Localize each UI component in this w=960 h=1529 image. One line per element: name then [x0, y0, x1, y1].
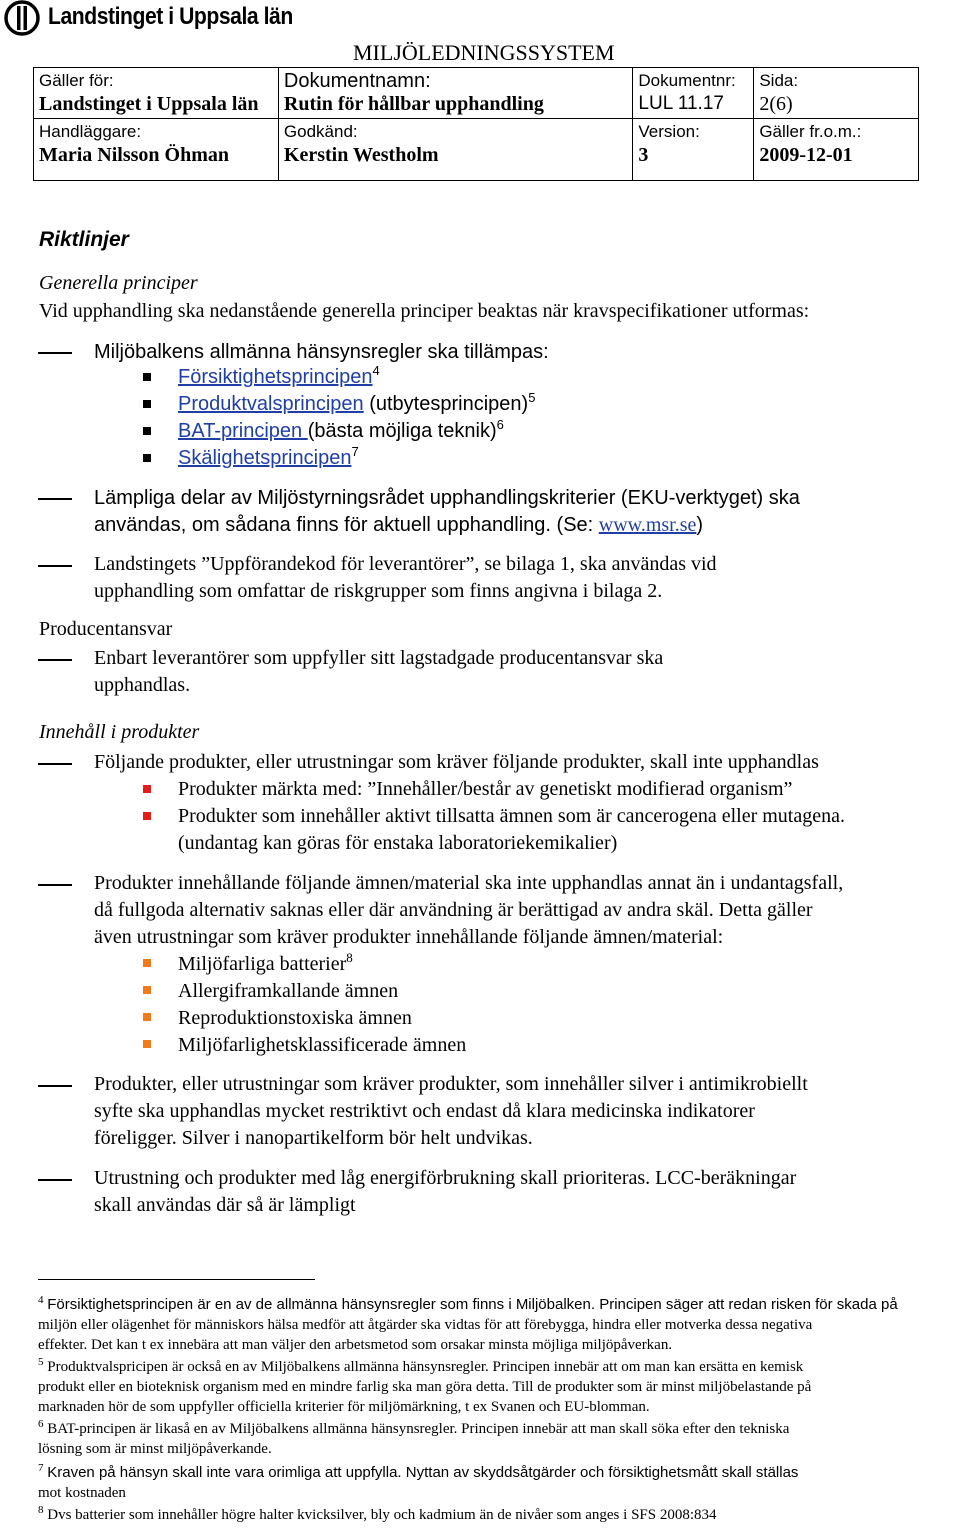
principle-link[interactable]: Skälighetsprincipen — [178, 447, 352, 469]
content-item1: Följande produkter, eller utrustningar som kräver följande produkter, skall inte upphandlas — [94, 751, 819, 773]
docnr-label: Dokumentnr: — [638, 71, 736, 90]
content-item1-bullet2: Produkter som innehåller aktivt tillsatta ämnen som är cancerogena eller mutagena. — [178, 805, 845, 827]
dash-bullet — [38, 352, 72, 354]
page-cell — [754, 68, 919, 119]
riktlinjer-heading: Riktlinjer — [39, 228, 129, 251]
msr-link[interactable]: www.msr.se — [598, 514, 697, 536]
item-eku-close: ) — [696, 514, 704, 536]
principle-item — [178, 445, 359, 471]
item-eku-line1: Lämpliga delar av Miljöstyrningsrådet upphandlingskriterier (EKU-verktyget) ska — [94, 487, 800, 509]
footnote-text: lösning som är minst miljöpåverkande. — [38, 1441, 272, 1457]
footnote-number: 5 — [38, 1356, 44, 1368]
content-item1-bullet2-cont: (undantag kan göras för enstaka laboratoriekemikalier) — [178, 832, 618, 854]
footnote-text: mot kostnaden — [38, 1485, 126, 1501]
document-header-table — [33, 67, 919, 181]
galler-for-label: Gäller för: — [39, 71, 114, 90]
substance-item: Allergiframkallande ämnen — [178, 980, 399, 1002]
principle-item — [178, 391, 535, 417]
dash-bullet — [38, 763, 72, 765]
content-item4-line2: skall användas där så är lämpligt — [94, 1194, 356, 1216]
square-bullet — [143, 454, 151, 462]
footnote-7 — [38, 1463, 798, 1503]
principle-item — [178, 364, 380, 390]
footnote-ref[interactable]: 4 — [372, 363, 380, 378]
principle-rest: (utbytesprincipen) — [363, 393, 529, 415]
principle-item — [178, 418, 504, 444]
principle-link[interactable]: Försiktighetsprincipen — [178, 366, 373, 388]
principle-link[interactable]: Produktvalsprincipen — [178, 393, 364, 415]
dash-bullet — [38, 1179, 72, 1181]
version-cell — [633, 119, 754, 181]
square-bullet — [143, 1040, 151, 1048]
content-item2-line1: Produkter innehållande följande ämnen/material ska inte upphandlas annat än i undantagsfall, — [94, 872, 844, 894]
square-bullet — [143, 400, 151, 408]
footnote-6 — [38, 1419, 789, 1459]
docname-label: Dokumentnamn: — [283, 70, 431, 92]
square-bullet — [143, 427, 151, 435]
footnote-text: Produktvalspricipen är också en av Miljöbalkens allmänna hänsynsregler. Principen innebär att om man kan ersätta en kemisk — [47, 1359, 804, 1375]
logo-text: Landstinget i Uppsala län — [48, 3, 293, 30]
handlaggare-value: Maria Nilsson Öhman — [39, 144, 230, 166]
content-item4-line1: Utrustning och produkter med låg energiförbrukning skall prioriteras. LCC-beräkningar — [94, 1167, 797, 1189]
item-hansynsregler: Miljöbalkens allmänna hänsynsregler ska tillämpas: — [94, 341, 549, 363]
footnote-4 — [38, 1295, 898, 1355]
square-bullet — [143, 785, 151, 793]
footnote-text: effekter. Det kan t ex innebära att man väljer den arbetsmetod som orsakar minsta möjliga miljöpåverkan. — [38, 1337, 673, 1353]
content-item3-line2: syfte ska upphandlas mycket restriktivt och endast då klara medicinska indikatorer — [94, 1100, 755, 1122]
square-bullet — [143, 812, 151, 820]
page-value: 2(6) — [759, 93, 793, 115]
content-item2-line2: då fullgoda alternativ saknas eller där användning är berättigad av andra skäl. Detta gäller — [94, 899, 813, 921]
docnr-cell — [633, 68, 754, 119]
footnote-ref[interactable]: 8 — [346, 950, 353, 965]
godkand-value: Kerstin Westholm — [283, 144, 439, 166]
galler-for-cell — [34, 68, 279, 119]
footnote-text: Kraven på hänsyn skall inte vara orimliga att uppfylla. Nyttan av skyddsåtgärder och försiktighetsmått skall ställas — [47, 1464, 799, 1481]
content-item2-line3: även utrustningar som kräver produkter innehållande följande ämnen/material: — [94, 926, 724, 948]
footnote-number: 7 — [38, 1462, 44, 1474]
footnote-text: marknaden hör de som uppfyller officiella kriterier för miljömärkning, t ex Svanen och EU-blomman. — [38, 1399, 650, 1415]
substance-item — [178, 951, 353, 977]
valid-from-cell — [754, 119, 919, 181]
producentansvar-line1: Enbart leverantörer som uppfyller sitt lagstadgade producentansvar ska — [94, 647, 664, 669]
docname-value: Rutin för hållbar upphandling — [283, 93, 544, 115]
generella-intro: Vid upphandling ska nedanstående generella principer beaktas när kravspecifikationer utformas: — [39, 300, 810, 322]
footnote-number: 8 — [38, 1504, 44, 1516]
footnote-ref[interactable]: 7 — [351, 444, 359, 459]
godkand-label: Godkänd: — [283, 122, 358, 141]
substance-text: Miljöfarliga batterier — [178, 953, 347, 975]
dash-bullet — [38, 1085, 72, 1087]
substance-item: Reproduktionstoxiska ämnen — [178, 1007, 412, 1029]
content-item3-line3: föreligger. Silver i nanopartikelform bör helt undvikas. — [94, 1127, 533, 1149]
footnote-text: Försiktighetsprincipen är en av de allmänna hänsynsregler som finns i Miljöbalken. Principen säger att redan risken för skada på — [47, 1296, 898, 1313]
docname-cell — [278, 68, 633, 119]
content-item1-bullet1: Produkter märkta med: ”Innehåller/består av genetiskt modifierad organism” — [178, 778, 793, 800]
county-emblem-icon — [4, 0, 40, 36]
godkand-cell — [278, 119, 633, 181]
footnote-ref[interactable]: 6 — [496, 417, 504, 432]
footnote-separator — [38, 1279, 315, 1280]
footnote-5 — [38, 1357, 811, 1417]
version-value: 3 — [638, 144, 649, 166]
footnote-text: produkt eller en bioteknisk organism med en mindre farlig ska man göra detta. Till de produkter som är minst miljöbelastande på — [38, 1379, 812, 1395]
handlaggare-cell — [34, 119, 279, 181]
square-bullet — [143, 1013, 151, 1021]
item-eku-line2 — [94, 512, 703, 538]
page-label: Sida: — [759, 71, 799, 90]
footnote-text: Dvs batterier som innehåller högre halter kvicksilver, bly och kadmium än de nivåer som anges i SFS 2008:834 — [47, 1507, 717, 1523]
content-item3-line1: Produkter, eller utrustningar som kräver produkter, som innehåller silver i antimikrobiellt — [94, 1073, 808, 1095]
logo — [2, 0, 302, 40]
docnr-value: LUL 11.17 — [638, 93, 724, 114]
footnote-number: 4 — [38, 1294, 44, 1306]
square-bullet — [143, 373, 151, 381]
galler-for-value: Landstinget i Uppsala län — [39, 93, 259, 115]
producentansvar-line2: upphandlas. — [94, 674, 191, 696]
dash-bullet — [38, 884, 72, 886]
producentansvar-subheading: Producentansvar — [39, 618, 173, 640]
footnote-8 — [38, 1505, 717, 1525]
footnote-text: miljön eller olägenhet för människors hälsa medför att åtgärder ska vidtas för att förebygga, hindra eller motverka dessa negativa — [38, 1317, 813, 1333]
item-uppforandekod-line2: upphandling som omfattar de riskgrupper som finns angivna i bilaga 2. — [94, 580, 663, 602]
substance-item: Miljöfarlighetsklassificerade ämnen — [178, 1034, 467, 1056]
innehall-subheading: Innehåll i produkter — [39, 721, 200, 743]
valid-from-label: Gäller fr.o.m.: — [759, 122, 862, 141]
dash-bullet — [38, 565, 72, 567]
principle-rest: (bästa möjliga teknik) — [307, 420, 497, 442]
handlaggare-label: Handläggare: — [39, 122, 142, 141]
generella-principer-subheading: Generella principer — [39, 272, 198, 294]
system-title: MILJÖLEDNINGSSYSTEM — [353, 40, 615, 65]
footnote-ref[interactable]: 5 — [528, 390, 536, 405]
square-bullet — [143, 986, 151, 994]
footnote-number: 6 — [38, 1418, 44, 1430]
square-bullet — [143, 959, 151, 967]
item-uppforandekod-line1: Landstingets ”Uppförandekod för leverantörer”, se bilaga 1, ska användas vid — [94, 553, 717, 575]
principle-link[interactable]: BAT-principen — [178, 420, 308, 442]
dash-bullet — [38, 498, 72, 500]
version-label: Version: — [638, 122, 700, 141]
valid-from-value: 2009-12-01 — [759, 144, 853, 166]
item-eku-text: användas, om sådana finns för aktuell upphandling. (Se: — [94, 514, 599, 536]
footnote-text: BAT-principen är likaså en av Miljöbalkens allmänna hänsynsregler. Principen innebär att man skall söka efter den tekniska — [47, 1421, 790, 1437]
dash-bullet — [38, 659, 72, 661]
